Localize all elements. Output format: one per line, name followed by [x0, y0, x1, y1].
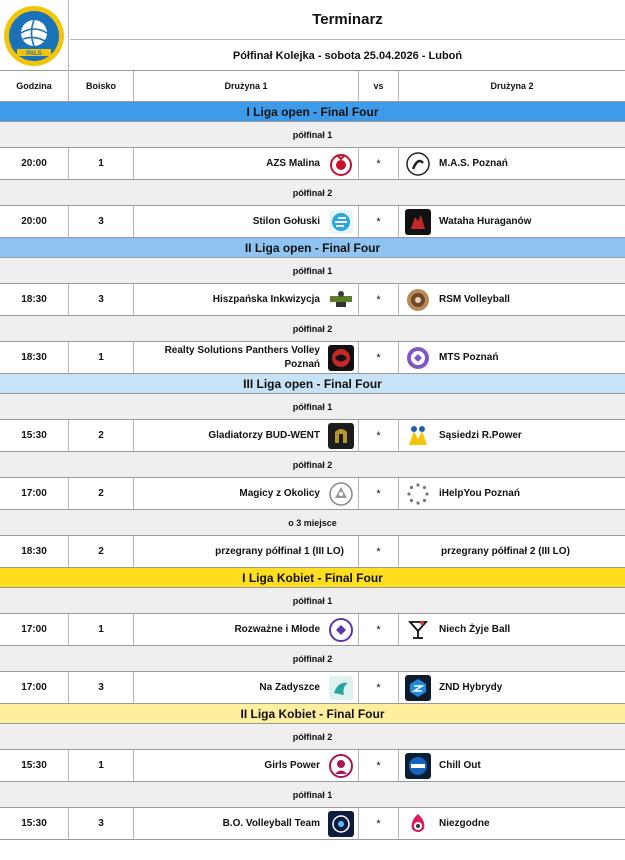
match-row	[0, 206, 625, 238]
mts-logo-icon	[405, 345, 431, 371]
round-label: półfinał 2	[0, 180, 625, 206]
team2-name: iHelpYou Poznań	[439, 488, 520, 499]
team1-name: Magicy z Okolicy	[239, 487, 320, 499]
team1-cell	[134, 284, 359, 315]
team2-cell	[399, 148, 625, 179]
team1-name: Realty Solutions Panthers Volley Poznań	[164, 344, 320, 370]
team1-name: Hiszpańska Inkwizycja	[212, 293, 320, 305]
match-court: 2	[69, 536, 134, 567]
team2-name: ZND Hybrydy	[439, 682, 503, 693]
column-header-row	[0, 71, 625, 102]
team2-name: Niezgodne	[439, 818, 490, 829]
round-label: półfinał 1	[0, 122, 625, 148]
ihelpyou-logo-icon	[405, 481, 431, 507]
column-header-time: Godzina	[0, 71, 69, 101]
page-title: Terminarz	[70, 0, 625, 40]
team1-name: Stilon Gołuski	[252, 215, 320, 227]
vs-marker: *	[359, 148, 399, 179]
league-header: II Liga Kobiet - Final Four	[0, 704, 625, 724]
vs-marker: *	[359, 206, 399, 237]
team2-cell	[399, 206, 625, 237]
match-time: 20:00	[0, 148, 69, 179]
gladiatorzy-logo-icon	[328, 423, 354, 449]
team2-name: Sąsiedzi R.Power	[439, 430, 522, 441]
bo-volleyball-logo-icon	[328, 811, 354, 837]
team1-cell	[134, 808, 359, 839]
volleyball-logo-icon	[3, 5, 65, 67]
malina-logo-icon	[328, 151, 354, 177]
league-logo	[0, 0, 69, 71]
column-header-vs: vs	[359, 71, 399, 101]
team1-cell	[134, 750, 359, 781]
team2-name: RSM Volleyball	[439, 294, 510, 305]
match-time: 17:00	[0, 478, 69, 509]
team1-cell	[134, 420, 359, 451]
vs-marker: *	[359, 342, 399, 373]
league-header: III Liga open - Final Four	[0, 374, 625, 394]
round-label: o 3 miejsce	[0, 510, 625, 536]
match-row	[0, 750, 625, 782]
team2-name: przegrany półfinał 2 (III LO)	[441, 546, 570, 557]
round-label: półfinał 2	[0, 724, 625, 750]
match-court: 2	[69, 420, 134, 451]
vs-marker: *	[359, 536, 399, 567]
team2-cell	[399, 614, 625, 645]
match-time: 15:30	[0, 750, 69, 781]
team2-cell	[399, 672, 625, 703]
team1-name: Na Zadyszce	[259, 681, 320, 693]
niezgodne-logo-icon	[405, 811, 431, 837]
match-row	[0, 536, 625, 568]
round-label: półfinał 1	[0, 394, 625, 420]
stilon-logo-icon	[328, 209, 354, 235]
match-row	[0, 478, 625, 510]
match-row	[0, 420, 625, 452]
team1-name: Rozważne i Młode	[234, 623, 320, 635]
round-label: półfinał 1	[0, 588, 625, 614]
match-court: 1	[69, 750, 134, 781]
column-header-court: Boisko	[69, 71, 134, 101]
rozwazne-logo-icon	[328, 617, 354, 643]
match-court: 1	[69, 614, 134, 645]
team2-name: MTS Poznań	[439, 352, 499, 363]
magicy-logo-icon	[328, 481, 354, 507]
sasiedzi-logo-icon	[405, 423, 431, 449]
vs-marker: *	[359, 750, 399, 781]
inkwizycja-logo-icon	[328, 287, 354, 313]
team1-name: Girls Power	[264, 759, 320, 771]
column-header-team1: Drużyna 1	[134, 71, 359, 101]
team1-cell	[134, 206, 359, 237]
vs-marker: *	[359, 284, 399, 315]
match-row	[0, 148, 625, 180]
column-header-team2: Drużyna 2	[490, 81, 534, 91]
match-court: 2	[69, 478, 134, 509]
team2-cell	[399, 750, 625, 781]
mas-logo-icon	[405, 151, 431, 177]
league-header: I Liga Kobiet - Final Four	[0, 568, 625, 588]
vs-marker: *	[359, 672, 399, 703]
match-time: 15:30	[0, 808, 69, 839]
team2-cell	[399, 478, 625, 509]
panthers-logo-icon	[328, 345, 354, 371]
team1-cell	[134, 148, 359, 179]
chill-out-logo-icon	[405, 753, 431, 779]
match-time: 20:00	[0, 206, 69, 237]
match-time: 17:00	[0, 672, 69, 703]
brand-abbr: PALS	[26, 50, 42, 57]
match-court: 3	[69, 672, 134, 703]
match-row	[0, 342, 625, 374]
match-time: 18:30	[0, 342, 69, 373]
match-time: 18:30	[0, 536, 69, 567]
round-label: półfinał 2	[0, 646, 625, 672]
round-label: półfinał 2	[0, 452, 625, 478]
vs-marker: *	[359, 808, 399, 839]
round-label: półfinał 1	[0, 782, 625, 808]
vs-marker: *	[359, 478, 399, 509]
team2-cell	[399, 420, 625, 451]
match-court: 3	[69, 284, 134, 315]
round-label: półfinał 1	[0, 258, 625, 284]
team2-name: Wataha Huraganów	[439, 216, 532, 227]
match-time: 15:30	[0, 420, 69, 451]
team2-cell	[399, 342, 625, 373]
team1-cell	[134, 614, 359, 645]
league-header: II Liga open - Final Four	[0, 238, 625, 258]
wataha-logo-icon	[405, 209, 431, 235]
match-row	[0, 808, 625, 840]
girls-power-logo-icon	[328, 753, 354, 779]
match-court: 3	[69, 206, 134, 237]
team2-name: Chill Out	[439, 760, 481, 771]
match-row	[0, 672, 625, 704]
team1-cell	[134, 672, 359, 703]
match-time: 18:30	[0, 284, 69, 315]
team1-name: AZS Malina	[266, 157, 320, 169]
vs-marker: *	[359, 614, 399, 645]
team2-cell	[399, 808, 625, 839]
team2-name: M.A.S. Poznań	[439, 158, 508, 169]
team1-name: B.O. Volleyball Team	[222, 817, 320, 829]
league-header: I Liga open - Final Four	[0, 102, 625, 122]
team2-name: Niech Żyje Ball	[439, 624, 511, 635]
match-court: 3	[69, 808, 134, 839]
team1-name: przegrany półfinał 1 (III LO)	[215, 545, 344, 557]
match-time: 17:00	[0, 614, 69, 645]
znd-hybrydy-logo-icon	[405, 675, 431, 701]
niech-zyje-ball-logo-icon	[405, 617, 431, 643]
vs-marker: *	[359, 420, 399, 451]
team1-cell	[134, 478, 359, 509]
team1-cell	[134, 342, 359, 373]
na-zadyszce-logo-icon	[328, 675, 354, 701]
match-court: 1	[69, 148, 134, 179]
team1-cell	[134, 536, 359, 567]
team2-cell	[399, 284, 625, 315]
match-row	[0, 614, 625, 646]
header	[0, 0, 625, 71]
team1-name: Gladiatorzy BUD-WENT	[208, 429, 320, 441]
round-label: półfinał 2	[0, 316, 625, 342]
match-court: 1	[69, 342, 134, 373]
team2-cell	[399, 536, 625, 567]
rsm-logo-icon	[405, 287, 431, 313]
match-row	[0, 284, 625, 316]
page-subtitle: Półfinał Kolejka - sobota 25.04.2026 - Luboń	[232, 49, 463, 62]
